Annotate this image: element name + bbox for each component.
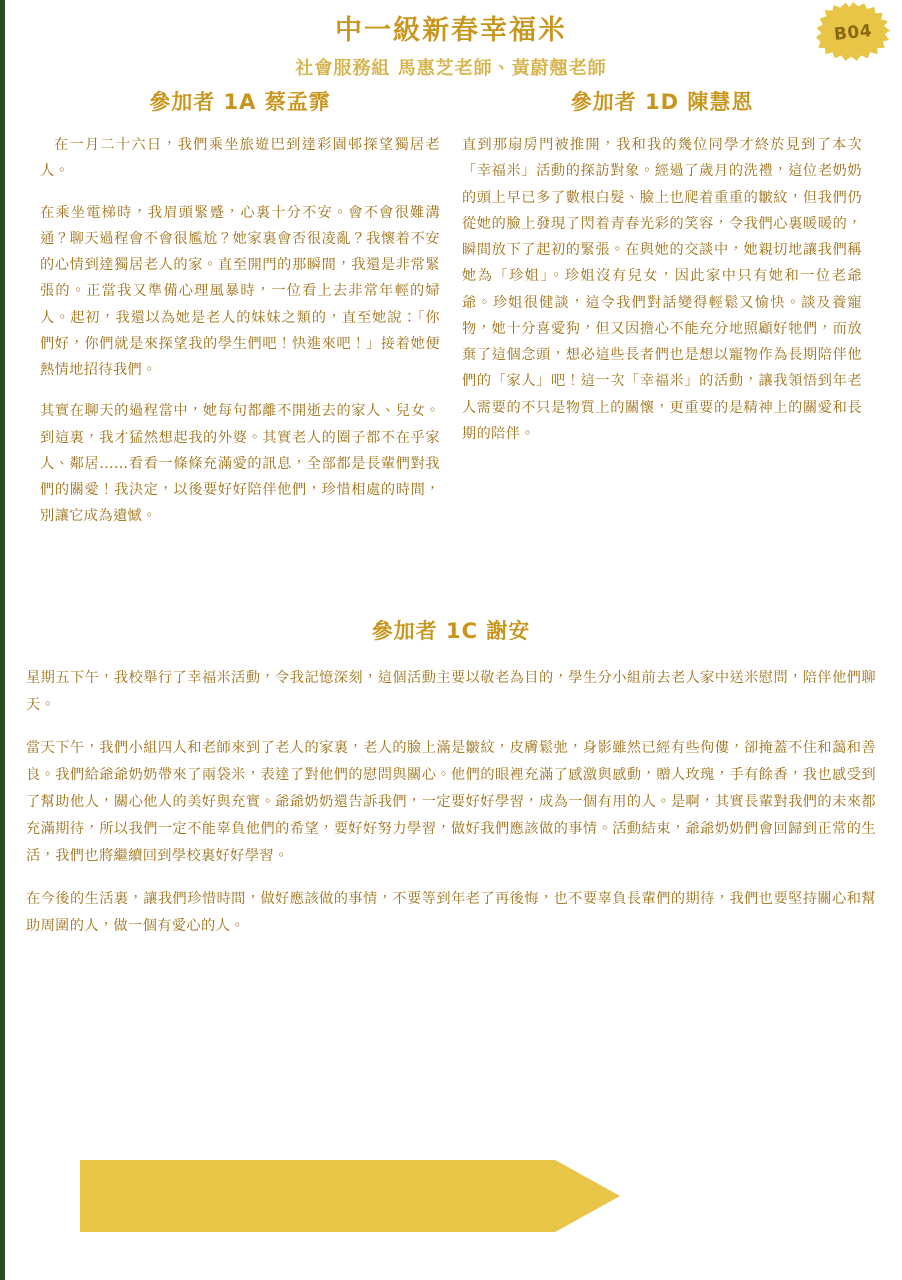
paragraph: 在乘坐電梯時，我眉頭緊蹙，心裏十分不安。會不會很難溝通？聊天過程會不會很尷尬？她家裏會否很凌亂？我懷着不安的心情到達獨居老人的家。直至開門的那瞬間，我還是非常緊張的。正當我又準備心理風暴時，一位看上去非常年輕的婦人。起初，我還以為她是老人的妹妹之類的，直至她說：「你們好，你們就是來探望我的學生們吧！快進來吧！」接着她便熱情地招待我們。	[40, 204, 440, 379]
paragraph: 在今後的生活裏，讓我們珍惜時間，做好應該做的事情，不要等到年老了再後悔，也不要辜負長輩們的期待，我們也要堅持關心和幫助周圍的人，做一個有愛心的人。	[26, 890, 876, 934]
page-subtitle: 社會服務組 馬惠芝老師、黃蔚翹老師	[295, 57, 607, 79]
bottom-arrow-banner	[80, 1160, 620, 1232]
article-right-body	[462, 132, 862, 447]
page-title: 中一級新春幸福米	[335, 15, 567, 46]
paragraph: 當天下午，我們小組四人和老師來到了老人的家裏，老人的臉上滿是皺紋，皮膚鬆弛，身影雖然已經有些佝僂，卻掩蓋不住和藹和善良。我們給爺爺奶奶帶來了兩袋米，表達了對他們的慰問與關心。他們的眼裡充滿了感激與感動，贈人玫瑰，手有餘香，我也感受到了幫助他人，關心他人的美好與充實。爺爺奶奶還告訴我們，一定要好好學習，成為一個有用的人。是啊，其實長輩對我們的未來都充滿期待，所以我們一定不能辜負他們的希望，要好好努力學習，做好我們應該做的事情。活動結束，爺爺奶奶們會回歸到正常的生活，我們也將繼續回到學校裏好好學習。	[26, 739, 876, 864]
two-column-section	[0, 86, 902, 545]
page-number-label: B04	[832, 21, 874, 45]
paragraph: 其實在聊天的過程當中，她每句都離不開逝去的家人、兒女。到這裏，我才猛然想起我的外婆。其實老人的圈子都不在乎家人、鄰居……看看一條條充滿愛的訊息，全部都是長輩們對我們的關愛！我決定，以後要好好陪伴他們，珍惜相處的時間，別讓它成為遺憾。	[40, 403, 440, 525]
page-header	[0, 0, 902, 80]
article-full-body	[0, 665, 902, 940]
paragraph: 在一月二十六日，我們乘坐旅遊巴到達彩園邨探望獨居老人。	[40, 137, 440, 180]
article-full-title: 參加者 1C 謝安	[371, 619, 531, 643]
article-left-title: 參加者 1A 蔡孟霏	[149, 90, 331, 114]
article-right-title: 參加者 1D 陳慧恩	[570, 90, 754, 114]
page-number-badge	[816, 2, 890, 64]
article-left	[40, 86, 440, 545]
article-full	[0, 615, 902, 956]
article-left-body	[40, 132, 440, 530]
article-right	[462, 86, 862, 545]
paragraph: 星期五下午，我校舉行了幸福米活動，令我記憶深刻，這個活動主要以敬老為目的，學生分小組前去老人家中送米慰問，陪伴他們聊天。	[26, 670, 876, 713]
paragraph: 直到那扇房門被推開，我和我的幾位同學才終於見到了本次「幸福米」活動的探訪對象。經過了歲月的洗禮，這位老奶奶的頭上早已多了數根白髮、臉上也爬着重重的皺紋，但我們仍從她的臉上發現了閃着青春光彩的笑容，令我們心裏暖暖的，瞬間放下了起初的緊張。在與她的交談中，她親切地讓我們稱她為「珍姐」。珍姐沒有兒女，因此家中只有她和一位老爺爺。珍姐很健談，這令我們對話變得輕鬆又愉快。談及養寵物，她十分喜愛狗，但又因擔心不能充分地照顧好牠們，而放棄了這個念頭，想必這些長者們也是想以寵物作為長期陪伴他們的「家人」吧！這一次「幸福米」的活動，讓我領悟到年老人需要的不只是物質上的關懷，更重要的是精神上的關愛和長期的陪伴。	[462, 137, 862, 442]
